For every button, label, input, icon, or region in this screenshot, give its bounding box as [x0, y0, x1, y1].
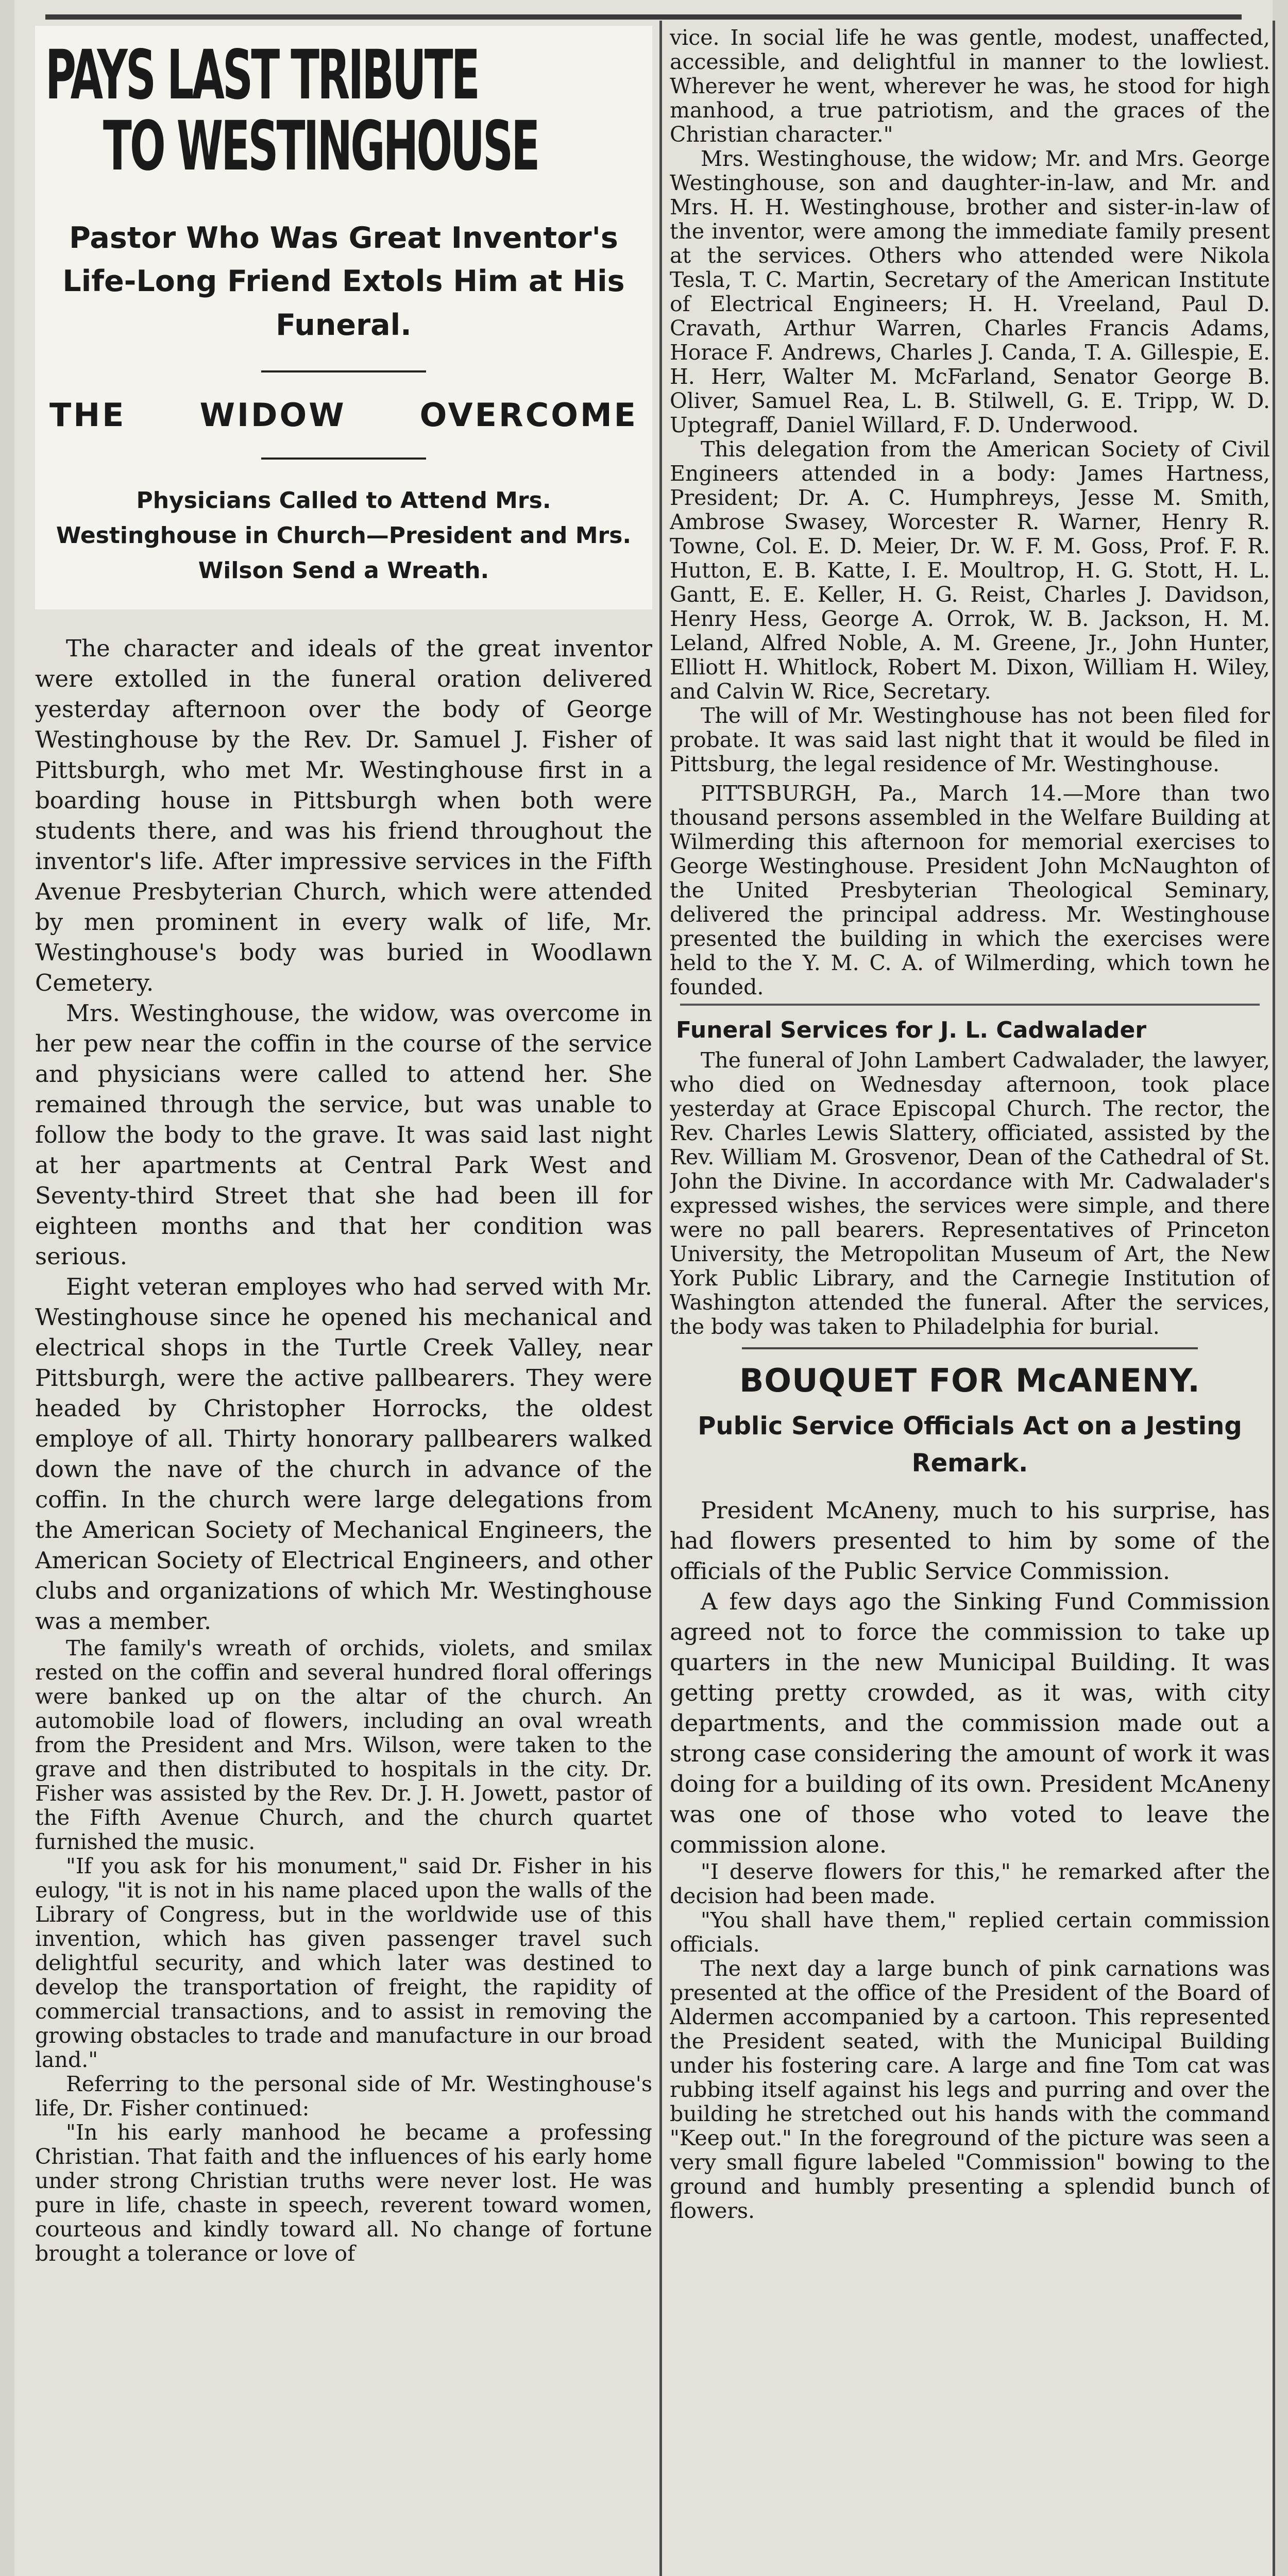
cadwalader-heading: Funeral Services for J. L. Cadwalader	[676, 1017, 1147, 1043]
article-paragraph: "In his early manhood he became a professing Christian. That faith and the influences of his early home under strong Christian truths were never lost. He was pure in life, chaste in speech, reverent toward women, courteous and kindly toward all. No change of fortune brought a tolerance or love of	[35, 2120, 652, 2266]
dateline-paragraph: PITTSBURGH, Pa., March 14.—More than two thousand persons assembled in the Welfare Building at Wilmerding this afternoon for memorial exercises to George Westinghouse. President John McNaughton of the United Presbyterian Theological Seminary, delivered the principal address. Mr. Westinghouse presented the building in which the exercises were held to the Y. M. C. A. of Wilmerding, which town he founded.	[670, 781, 1270, 999]
mcaneny-paragraph: "You shall have them," replied certain commission officials.	[670, 1908, 1270, 1957]
mcaneny-paragraph: President McAneny, much to his surprise, has had flowers presented to him by some of the officials of the Public Service Commission.	[670, 1497, 1270, 1585]
deck-subhead-word: OVERCOME	[419, 396, 638, 434]
section-divider	[742, 1347, 1198, 1349]
deck-rule	[261, 457, 426, 460]
column-rule-right	[1273, 21, 1275, 2576]
headline-block	[35, 26, 652, 609]
mcaneny-paragraph: "I deserve flowers for this," he remarked after the decision had been made.	[670, 1859, 1270, 1908]
article-paragraph: "If you ask for his monument," said Dr. Fisher in his eulogy, "it is not in his name placed upon the walls of the Library of Congress, but in the worldwide use of this invention, which has given passenger travel such delightful security, and which later was destined to develop the transportation of freight, the rapidity of commercial transactions, and to assist in removing the growing obstacles to trade and manufacture in our broad land."	[35, 1853, 652, 2072]
mcaneny-paragraph: The next day a large bunch of pink carnations was presented at the office of the President of the Board of Aldermen accompanied by a cartoon. This represented the President seated, with the Municipal Building under his fostering care. A large and fine Tom cat was rubbing itself against his legs and purring and over the building he stretched out his hands with the command "Keep out." In the foreground of the picture was seen a very small figure labeled "Commission" bowing to the ground and humbly presenting a splendid bunch of flowers.	[670, 1956, 1270, 2223]
mcaneny-heading: BOUQUET FOR McANENY.	[739, 1362, 1200, 1399]
left-column	[35, 26, 652, 2576]
right-column	[670, 26, 1270, 2576]
article-paragraph: Mrs. Westinghouse, the widow; Mr. and Mrs. George Westinghouse, son and daughter-in-law, and Mr. and Mrs. H. H. Westinghouse, brother and sister-in-law of the inventor, were among the immediate family present at the services. Others who attended were Nikola Tesla, T. C. Martin, Secretary of the American Institute of Electrical Engineers; H. H. Vreeland, Paul D. Cravath, Arthur Warren, Charles Francis Adams, Horace F. Andrews, Charles J. Canda, T. A. Gillespie, E. H. Herr, Walter M. McFarland, Senator George B. Oliver, Samuel Rea, L. B. Stilwell, G. E. Tripp, W. D. Uptegraff, Daniel Willard, F. D. Underwood.	[670, 146, 1270, 437]
article-paragraph: The family's wreath of orchids, violets, and smilax rested on the coffin and several hundred floral offerings were banked up on the altar of the church. An automobile load of flowers, including an oval wreath from the President and Mrs. Wilson, were taken to the grave and then distributed to hospitals in the city. Dr. Fisher was assisted by the Rev. Dr. J. H. Jowett, pastor of the Fifth Avenue Church, and the church quartet furnished the music.	[35, 1635, 652, 1854]
top-rule	[45, 14, 1242, 20]
article-paragraph: Referring to the personal side of Mr. Westinghouse's life, Dr. Fisher continued:	[35, 2071, 652, 2121]
mcaneny-paragraph: A few days ago the Sinking Fund Commission agreed not to force the commission to take up quarters in the new Municipal Building. It was getting pretty crowded, as it was, with city departments, and the commission made out a strong case considering the amount of work it was doing for a building of its own. President McAneny was one of those who voted to leave the commission alone.	[670, 1588, 1270, 1858]
section-divider	[680, 1004, 1260, 1006]
deck-subhead-word: THE	[49, 396, 126, 434]
cadwalader-paragraph: The funeral of John Lambert Cadwalader, the lawyer, who died on Wednesday afternoon, took place yesterday at Grace Episcopal Church. The rector, the Rev. Charles Lewis Slattery, officiated, assisted by the Rev. William M. Grosvenor, Dean of the Cathedral of St. John the Divine. In accordance with Mr. Cadwalader's expressed wishes, the services were simple, and there were no pall bearers. Representatives of Princeton University, the Metropolitan Museum of Art, the New York Public Library, and the Carnegie Institution of Washington attended the funeral. After the services, the body was taken to Philadelphia for burial.	[670, 1048, 1270, 1339]
deck-subhead-word: WIDOW	[199, 396, 346, 434]
deck-subhead	[45, 396, 642, 434]
deck-rule	[261, 370, 426, 372]
article-paragraph: This delegation from the American Society of Civil Engineers attended in a body: James Hartness, President; Dr. A. C. Humphreys, Jesse M. Smith, Ambrose Swasey, Worcester R. Warner, Henry R. Towne, Col. E. D. Meier, Dr. W. F. M. Goss, Prof. F. R. Hutton, E. B. Katte, I. E. Moultrop, H. G. Stott, H. L. Gantt, E. E. Keller, H. G. Reist, Charles J. Davidson, Henry Hess, George A. Orrok, W. B. Jackson, H. M. Leland, Alfred Noble, A. M. Greene, Jr., John Hunter, Elliott H. Whitlock, Robert M. Dixon, William H. Wiley, and Calvin W. Rice, Secretary.	[670, 437, 1270, 704]
article-paragraph: The will of Mr. Westinghouse has not been filed for probate. It was said last night that it would be filed in Pittsburg, the legal residence of Mr. Westinghouse.	[670, 703, 1270, 776]
newspaper-page	[14, 0, 1273, 2576]
article-paragraph: Mrs. Westinghouse, the widow, was overcome in her pew near the coffin in the course of the service and physicians were called to attend her. She remained through the service, but was unable to follow the body to the grave. It was said last night at her apartments at Central Park West and Seventy-third Street that she had been ill for eighteen months and that her condition was serious.	[35, 999, 652, 1270]
mcaneny-subheading: Public Service Officials Act on a Jesting Remark.	[698, 1412, 1242, 1478]
article-paragraph: The character and ideals of the great inventor were extolled in the funeral oration delivered yesterday afternoon over the body of George Westinghouse by the Rev. Dr. Samuel J. Fisher of Pittsburgh, who met Mr. Westinghouse first in a boarding house in Pittsburgh when both were students there, and was his friend throughout the inventor's life. After impressive services in the Fifth Avenue Presbyterian Church, which were attended by men prominent in every walk of life, Mr. Westinghouse's body was buried in Woodlawn Cemetery.	[35, 634, 652, 996]
column-rule	[659, 21, 662, 2576]
article-paragraph: vice. In social life he was gentle, modest, unaffected, accessible, and delightful in manner to the lowliest. Wherever he went, wherever he was, he stood for high manhood, a true patriotism, and the graces of the Christian character."	[670, 26, 1270, 147]
headline-line-2: TO WESTINGHOUSE	[103, 107, 538, 186]
deck-summary: Physicians Called to Attend Mrs. Westinghouse in Church—President and Mrs. Wilson Send a Wreath.	[56, 487, 632, 584]
article-paragraph: Eight veteran employes who had served with Mr. Westinghouse since he opened his mechanical and electrical shops in the Turtle Creek Valley, near Pittsburgh, were the active pallbearers. They were headed by Christopher Horrocks, the oldest employe of all. Thirty honorary pallbearers walked down the nave of the church in advance of the coffin. In the church were large delegations from the American Society of Mechanical Engineers, the American Society of Electrical Engineers, and other clubs and organizations of which Mr. Westinghouse was a member.	[35, 1273, 652, 1635]
headline-line-1: PAYS LAST TRIBUTE	[45, 36, 479, 115]
deck-main: Pastor Who Was Great Inventor's Life-Long Friend Extols Him at His Funeral.	[62, 221, 625, 342]
